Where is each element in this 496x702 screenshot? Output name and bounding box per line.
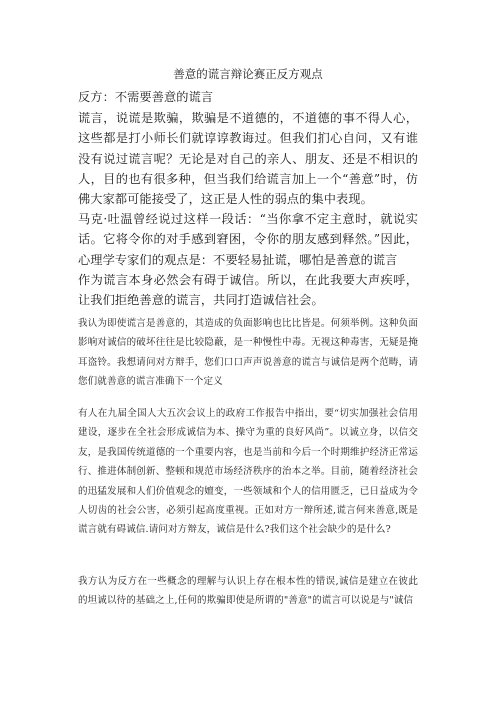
paragraph-opposition-heading: 反方：不需要善意的谎言	[78, 90, 214, 104]
paragraph-negative-impact: 我认为即使谎言是善意的，其造成的负面影响也比比皆是。何须举例。这种负面影响对诚信的破坏往往是比较隐蔽，是一种慢性中毒。无视这种毒害，无疑是掩耳盗铃。我想请问对方辩手，您们口口声声说善意的谎言与诚信是两个范畴，请您们就善意的谎言准确下一个定义	[78, 318, 418, 388]
paragraph-lies-intro: 谎言，说谎是欺骗，欺骗是不道德的，不道德的事不得人心，这些都是打小师长们就谆谆教诲过。但我们扪心自问，又有谁没有说过谎言呢？无论是对自己的亲人、朋友、还是不相识的人，目的也有很多种，但当我们给谎言加上一个“善意”时，仿佛大家都可能接受了，这正是人性的弱点的集中表现。	[78, 111, 418, 207]
paragraph-mark-twain-quote: 马克·吐温曾经说过这样一段话：“当你拿不定主意时，就说实话。它将令你的对手感到窘困，令你的朋友感到释然。”因此，心理学专家们的观点是：不要轻易扯谎，哪怕是善意的谎言	[78, 212, 418, 267]
paragraph-government-report: 有人在九届全国人大五次会议上的政府工作报告中指出，要“切实加强社会信用建设，逐步在全社会形成诚信为本、操守为重的良好风尚”。以诚立身，以信交友，是我国传统道德的一个重要内容，也是当前和今后一个时期维护经济正常运行、推进体制创新、整顿和规范市场经济秩序的治本之举。目前，随着经济社会的迅猛发展和人们价值观念的嬗变，一些领域和个人的信用匮乏，已日益成为令人切齿的社会公害，必须引起高度重视。正如对方一辩所述,谎言何来善意,既是谎言就有碍诚信.请问对方辩友，诚信是什么?我们这个社会缺少的是什么?	[78, 408, 418, 536]
paragraph-our-position: 我方认为反方在一些概念的理解与认识上存在根本性的错误,诚信是建立在彼此的坦诚以待的基础之上,任何的欺骗即使是所谓的"善意"的谎言可以说是与"诚信	[78, 576, 418, 607]
paragraph-call-for-integrity: 作为谎言本身必然会有碍于诚信。所以，在此我要大声疾呼，让我们拒绝善意的谎言，共同打造诚信社会。	[78, 273, 418, 308]
document-title: 善意的谎言辩论赛正反方观点	[173, 67, 323, 81]
